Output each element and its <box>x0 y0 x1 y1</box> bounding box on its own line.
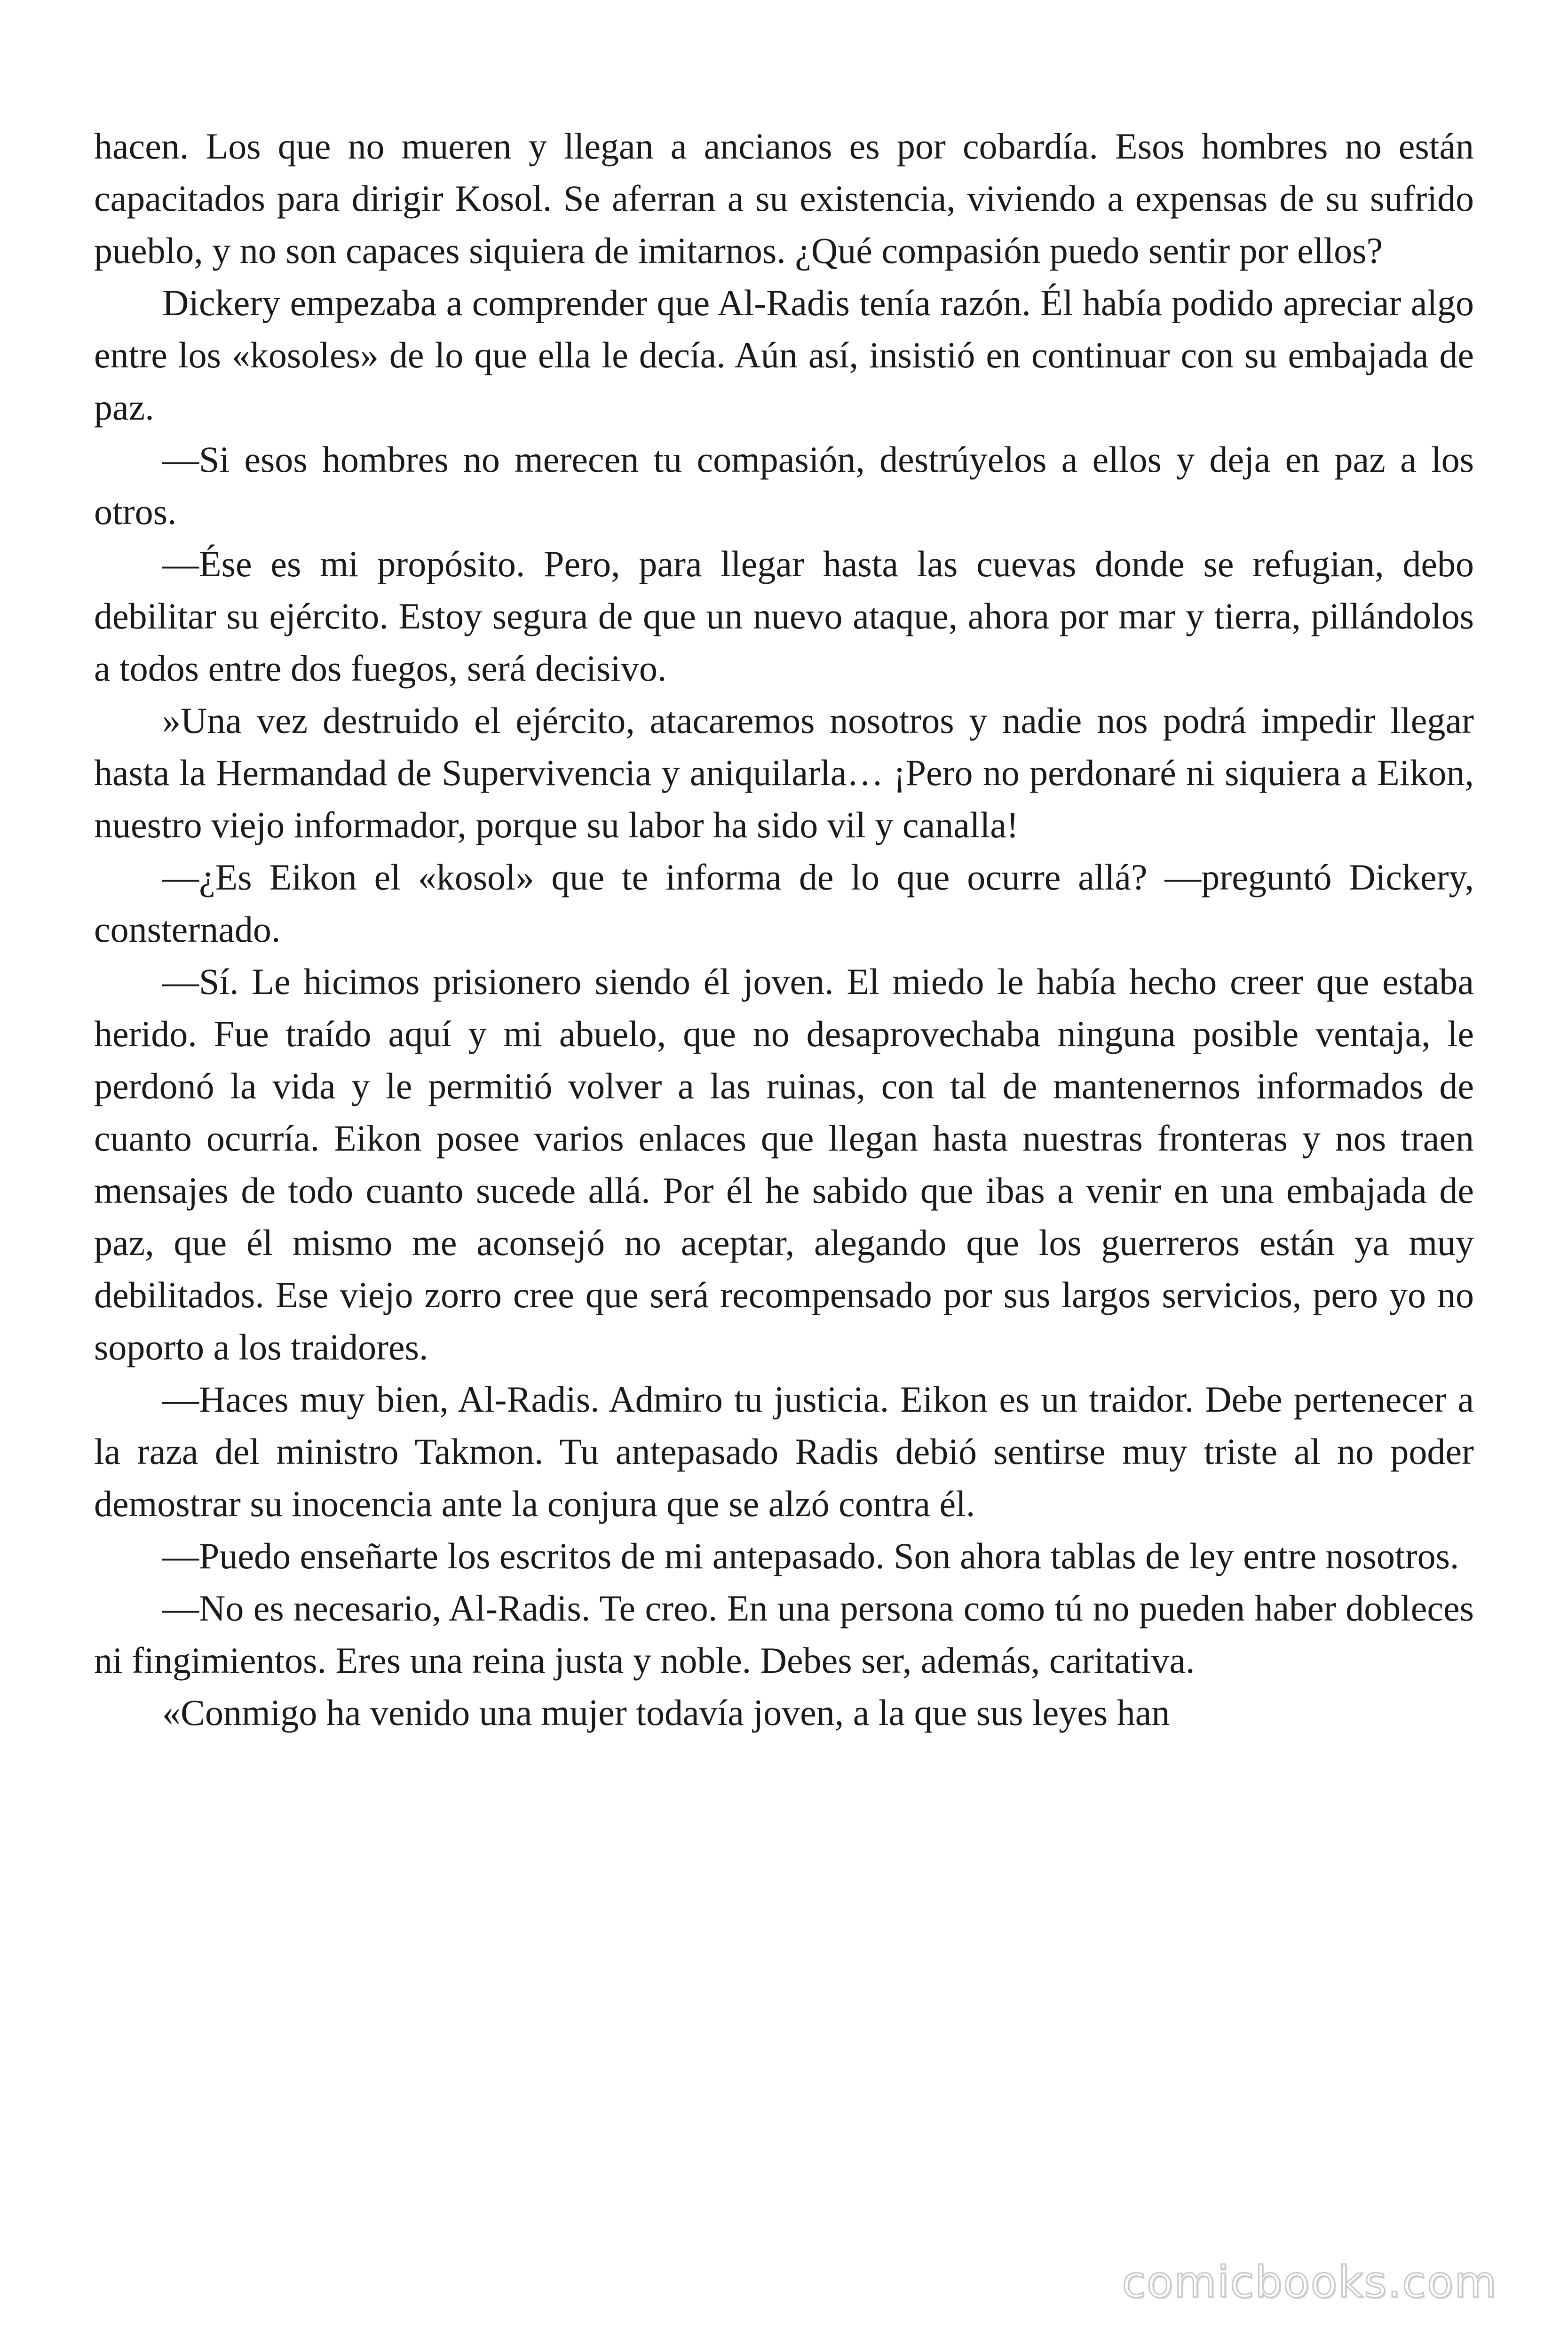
paragraph-8: —Haces muy bien, Al-Radis. Admiro tu justicia. Eikon es un traidor. Debe pertenecer a la raza del ministro Takmon. Tu antepasado Radis debió sentirse muy triste al no poder demostrar su inocencia ante la conjura que se alzó contra él. <box>94 1379 1474 1524</box>
paragraph-11: «Conmigo ha venido una mujer todavía joven, a la que sus leyes han <box>162 1692 1170 1733</box>
watermark: comicbooks.com <box>1122 2257 1497 2307</box>
paragraph-4: —Ése es mi propósito. Pero, para llegar hasta las cuevas donde se refugian, debo debilitar su ejército. Estoy segura de que un nuevo ataque, ahora por mar y tierra, pillándolos a todos entre dos fuegos, será decisivo. <box>94 543 1474 689</box>
paragraph-3: —Si esos hombres no merecen tu compasión, destrúyelos a ellos y deja en paz a los otros. <box>94 439 1474 532</box>
paragraph-2: Dickery empezaba a comprender que Al-Radis tenía razón. Él había podido apreciar algo entre los «kosoles» de lo que ella le decía. Aún así, insistió en continuar con su embajada de paz. <box>94 282 1474 428</box>
page-text <box>94 120 1474 1739</box>
paragraph-9: —Puedo enseñarte los escritos de mi antepasado. Son ahora tablas de ley entre nosotros. <box>162 1535 1459 1576</box>
paragraph-6: —¿Es Eikon el «kosol» que te informa de lo que ocurre allá? —preguntó Dickery, consternado. <box>94 857 1474 950</box>
paragraph-5: »Una vez destruido el ejército, atacaremos nosotros y nadie nos podrá impedir llegar hasta la Hermandad de Supervivencia y aniquilarla… ¡Pero no perdonaré ni siquiera a Eikon, nuestro viejo informador, porque su labor ha sido vil y canalla! <box>94 700 1474 845</box>
paragraph-1: hacen. Los que no mueren y llegan a ancianos es por cobardía. Esos hombres no están capacitados para dirigir Kosol. Se aferran a su existencia, viviendo a expensas de su sufrido pueblo, y no son capaces siquiera de imitarnos. ¿Qué compasión puedo sentir por ellos? <box>94 126 1474 271</box>
paragraph-10: —No es necesario, Al-Radis. Te creo. En una persona como tú no pueden haber dobleces ni fingimientos. Eres una reina justa y noble. Debes ser, además, caritativa. <box>94 1588 1474 1681</box>
paragraph-7: —Sí. Le hicimos prisionero siendo él joven. El miedo le había hecho creer que estaba herido. Fue traído aquí y mi abuelo, que no desaprovechaba ninguna posible ventaja, le perdonó la vida y le permitió volver a las ruinas, con tal de mantenernos informados de cuanto ocurría. Eikon posee varios enlaces que llegan hasta nuestras fronteras y nos traen mensajes de todo cuanto sucede allá. Por él he sabido que ibas a venir en una embajada de paz, que él mismo me aconsejó no aceptar, alegando que los guerreros están ya muy debilitados. Ese viejo zorro cree que será recompensado por sus largos servicios, pero yo no soporto a los traidores. <box>94 961 1474 1367</box>
